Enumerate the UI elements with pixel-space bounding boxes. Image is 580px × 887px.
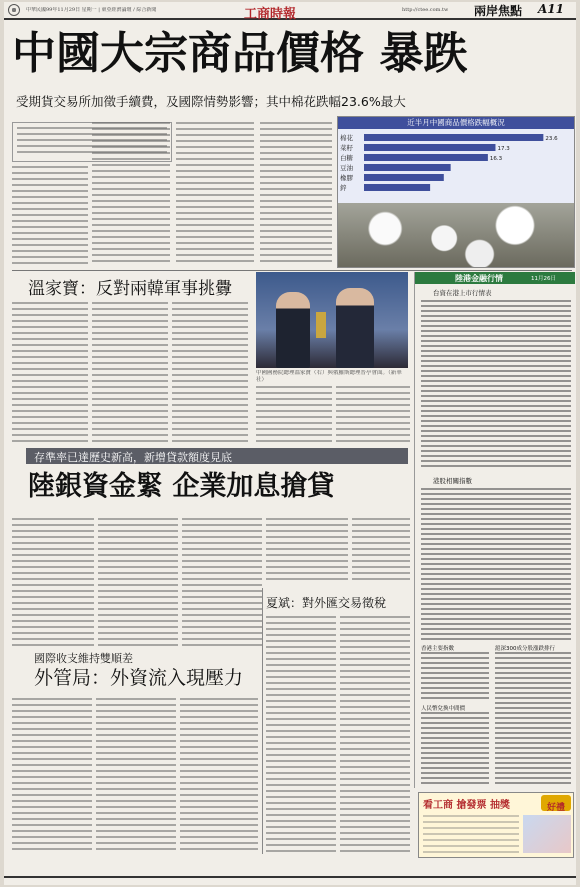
xia-text-col-1 [266,616,336,852]
chart-value-label: 16.3 [489,156,503,162]
cotton-photo [338,203,574,267]
masthead-url: http://ctee.com.tw [402,7,449,13]
market-table-2 [421,488,571,640]
crest-icon [8,4,20,16]
market-table4-title: 人民幣兌換中間價 [421,706,466,712]
balance-subhead: 國際收支維持雙順差 [34,652,133,665]
page-number: A11 [538,2,565,16]
lead-text-col-4 [260,122,332,266]
bank-text-col-2 [98,518,178,650]
leaders-photo [256,272,408,368]
balance-text-col-2 [96,698,176,852]
chart-bar [364,154,488,161]
xia-headline: 夏斌：對外匯交易徵稅 [266,596,387,610]
market-header-title: 陸港金融行情 [455,274,503,283]
wen-text-col-3 [172,302,248,442]
bank-banner [26,448,408,464]
lead-text-col-3 [176,122,254,266]
price-drop-chart [338,131,574,201]
bank-banner-text: 存準率已達歷史新高，新增貸款額度見底 [34,451,232,464]
wen-text-col-1 [12,302,88,442]
chart-bar [364,174,444,181]
balance-text-col-3 [180,698,258,852]
person-right [336,288,374,368]
chart-category-label: 菜籽 [340,144,353,152]
promo-ad [418,792,574,858]
wen-headline: 溫家寶：反對兩韓軍事挑釁 [28,279,232,299]
lead-text-col-1 [12,166,88,266]
photo-caption: 中國國務院總理溫家寶（右）與俄羅斯總理普亭會面。（新華社） [256,370,402,383]
chart-value-label: 23.6 [545,136,558,142]
market-date: 11月26日 [531,276,556,282]
chart-bar [364,164,451,171]
wen-text-col-5 [336,386,410,442]
newspaper-page [4,2,576,885]
section-title: 兩岸焦點 [474,4,523,18]
promo-badge-text: 好禮 [546,803,565,813]
promo-prize-image [523,815,571,853]
lead-headline: 中國大宗商品價格 暴跌 [12,28,468,79]
market-table-3 [421,652,489,700]
chart-bar [364,144,495,151]
paper-name: 工商時報 [244,7,297,22]
market-table-5 [495,652,571,784]
bank-text-col-1 [12,518,94,650]
market-table1-title: 台資在港上市行情表 [433,289,492,297]
market-table-4 [421,712,489,784]
chart-category-label: 棉花 [340,134,353,142]
market-table2-title: 港股相關指數 [433,477,472,485]
xia-text-col-2 [340,616,410,852]
chart-title: 近半月中國商品價格跌幅概況 [338,117,574,129]
market-table3-title: 香港主要指數 [421,646,455,652]
bank-text-col-3 [182,518,262,650]
market-table-1 [421,300,571,470]
bank-text-col-4 [266,518,348,582]
lead-text-col-2 [92,122,170,266]
chart-value-label: 17.3 [497,146,510,152]
chart-category-label: 白糖 [340,154,353,162]
balance-text-col-1 [12,698,92,852]
balance-headline: 外管局：外資流入現壓力 [34,667,244,689]
footer-rule [4,876,576,878]
bank-headline: 陸銀資金緊 企業加息搶貸 [28,471,335,502]
promo-title: 看工商 搶發票 抽獎 [423,800,510,811]
trophy [316,312,326,338]
masthead [4,2,576,20]
market-panel [414,272,574,788]
lead-subhead: 受期貨交易所加徵手續費，及國際情勢影響；其中棉花跌幅23.6%最大 [16,94,406,109]
bank-text-col-5 [352,518,410,582]
person-left [276,292,310,368]
market-table5-title: 滬深300成分股漲跌排行 [495,646,555,652]
chart-category-label: 橡膠 [340,174,353,182]
chart-bar [364,134,543,141]
promo-badge [541,795,571,811]
wen-text-col-4 [256,386,332,442]
promo-text [423,815,519,855]
price-chart-box [337,116,575,268]
market-header [415,272,575,284]
chart-category-label: 豆油 [340,164,353,172]
chart-bar [364,184,430,191]
wen-text-col-2 [92,302,168,442]
chart-category-label: 鋅 [340,184,347,192]
masthead-date: 中華民國99年11月29日 星期一 | 東亞經濟論壇 / 綜合新聞 [26,7,157,13]
